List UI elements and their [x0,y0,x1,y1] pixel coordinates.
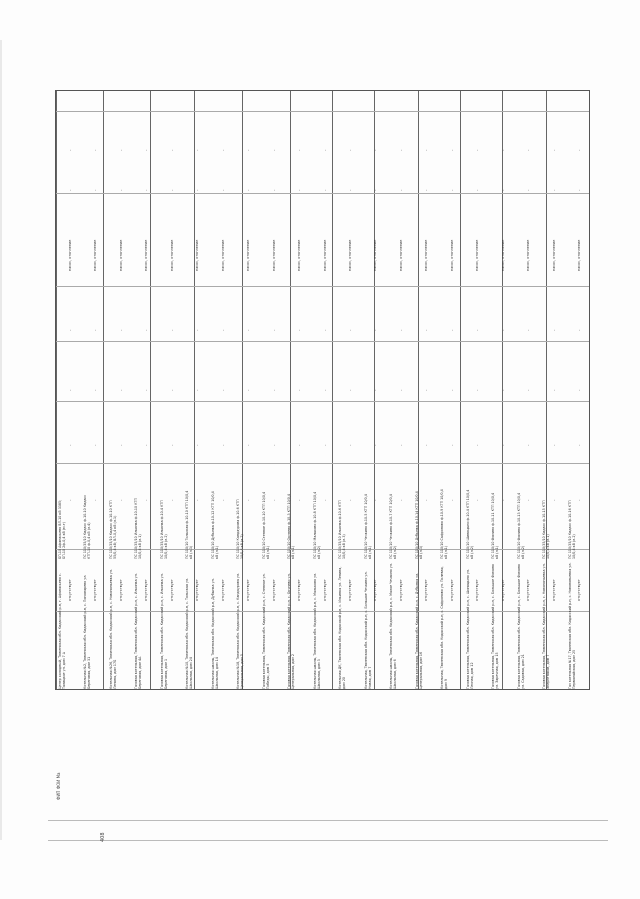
empty-cell-marker: - [118,149,124,151]
empty-cell-marker: - [195,189,201,191]
location-cell: Газовая котельная, Тюменская обл. Кидасский р-н, с. Большое Фомино ул. Садовая, дом 21 [516,564,525,689]
empty-cell-marker: - [347,444,353,446]
empty-cell-marker: - [577,329,583,331]
empty-cell-marker: - [475,189,481,191]
note-cell: насос, отопление [118,239,123,271]
empty-cell-marker: - [297,329,303,331]
empty-cell-marker: - [118,189,124,191]
empty-cell-marker: - [93,499,99,501]
empty-cell-marker: - [398,444,404,446]
empty-cell-marker: - [449,189,455,191]
empty-cell-marker: - [220,149,226,151]
empty-cell-marker: - [475,389,481,391]
location-cell: Газовая котельная, Тюменская обл. Кидасский р-н, с. Степное ул. Победы, дом 5 [261,573,270,689]
location-cell: Котельная, Тюменская обл. Кидасский р-н, с. Большое Чечкино ул. Новая, дом 7 [363,571,372,689]
location-cell: Котельная №2, Тюменская обл. Кидасский р-н, с. Пономарево ул. Береговая, дом 31 [83,574,92,689]
empty-cell-marker: - [551,389,557,391]
empty-cell-marker: - [93,389,99,391]
empty-cell-marker: - [195,444,201,446]
note-cell: насос, отопление [577,239,582,271]
page-number: 408 [100,832,106,842]
equipment-cell: ПС 110/10 Степное ф.10-10 КТП 10/0,4 кВ (л.1) [261,491,270,559]
empty-cell-marker: - [169,149,175,151]
equipment-cell: ПС 110/10 Дубынка ф.10-12 КТП 10/0,4 кВ (л.1) [210,491,219,559]
empty-cell-marker: - [551,189,557,191]
note-cell: насос, отопление [373,239,378,271]
empty-cell-marker: - [67,189,73,191]
equipment-cell: ПС 110/10 Шипицыно ф.10-4 КТП 10/0,4 кВ (л.2) [465,489,474,559]
empty-cell-marker: - [500,189,506,191]
empty-cell-marker: - [220,189,226,191]
note-cell: насос, отопление [500,239,505,271]
empty-cell-marker: - [144,189,150,191]
empty-cell-marker: - [500,329,506,331]
field-divider [56,341,589,342]
empty-cell-marker: - [118,389,124,391]
empty-cell-marker: - [526,499,532,501]
empty-cell-marker: - [500,149,506,151]
note-cell: насос, отопление [398,239,403,271]
empty-cell-marker: - [398,189,404,191]
empty-cell-marker: - [118,329,124,331]
field-divider [56,401,589,402]
empty-cell-marker: - [449,444,455,446]
status-cell: отсутствует [398,579,403,601]
location-cell: Газовая котельная, Тюменская обл. Кидасский р-н, с. Шипицыно ул. Лесная, дом 12 [465,569,474,689]
equipment-cell: ПС 110/10 Чечкино ф.10-7 КТП 10/0,4 кВ (л.2) [389,494,398,559]
empty-cell-marker: - [271,329,277,331]
empty-cell-marker: - [144,329,150,331]
location-cell: Центр холодный, Тюменская обл. Кидасский р-н, г. Афанасьево с. Талицкое ул. дом 7 А [58,573,67,689]
note-cell: насос, отопление [220,239,225,271]
empty-cell-marker: - [577,499,583,501]
empty-cell-marker: - [347,149,353,151]
empty-cell-marker: - [246,389,252,391]
note-cell: насос, отопление [449,239,454,271]
empty-cell-marker: - [526,189,532,191]
status-cell: отсутствует [220,579,225,601]
location-cell: Котельная школы, Тюменская обл. Кидасский р-н, Дубынка ул. Школьная, дом 14 [210,578,219,689]
location-cell: Котельная, Тюменская обл. Кидасский р-н, с. Сафроново ул. Полевая, дом 9 [440,566,449,689]
status-cell: отсутствует [577,579,582,601]
empty-cell-marker: - [398,329,404,331]
field-divider [56,111,589,112]
location-cell: Котельная школы, Тюменская обл. Кидасский р-н, с. Мальково ул. Школьная, дом 3 [312,572,321,689]
empty-cell-marker: - [144,149,150,151]
status-cell: отсутствует [271,579,276,601]
status-cell: отсутствует [526,579,531,601]
empty-cell-marker: - [526,389,532,391]
empty-cell-marker: - [67,499,73,501]
field-divider [56,193,589,194]
status-cell: отсутствует [500,579,505,601]
empty-cell-marker: - [118,499,124,501]
note-cell: насос, отопление [246,239,251,271]
note-cell: насос, отопление [347,239,352,271]
empty-cell-marker: - [373,329,379,331]
status-cell: отсутствует [424,579,429,601]
status-cell: отсутствует [246,579,251,601]
empty-cell-marker: - [246,444,252,446]
empty-cell-marker: - [424,329,430,331]
data-table [55,90,590,690]
empty-cell-marker: - [475,444,481,446]
empty-cell-marker: - [195,329,201,331]
scan-edge-mark [0,40,2,840]
note-cell: насос, отопление [475,239,480,271]
status-cell: отсутствует [475,579,480,601]
empty-cell-marker: - [322,189,328,191]
empty-cell-marker: - [93,329,99,331]
note-cell: насос, отопление [322,239,327,271]
equipment-cell: ПС 110/10 Кандаурова ф.10-6 КТП 10/0,4 кВ (л.2) [236,499,245,559]
status-cell: отсутствует [118,579,123,601]
empty-cell-marker: - [551,444,557,446]
equipment-cell: ПС 110/35/10 Кидасс ф.10-15 КТП 10/0,4 кВ (л.1) [542,500,551,559]
empty-cell-marker: - [169,499,175,501]
location-cell: Газовая котельная, Тюменская обл. Кидасский р-н, с. Ильинка ул. Береговая, дом 1 [159,573,168,689]
empty-cell-marker: - [577,189,583,191]
empty-cell-marker: - [424,189,430,191]
equipment-cell: ПС 110/35/10 Кидасс ф.10-10 Кидасс КТП-10 ф.0,4 кВ (л.4) [83,494,92,559]
empty-cell-marker: - [67,389,73,391]
empty-cell-marker: - [297,389,303,391]
note-cell: насос, отопление [424,239,429,271]
empty-cell-marker: - [67,329,73,331]
empty-cell-marker: - [449,149,455,151]
empty-cell-marker: - [475,499,481,501]
empty-cell-marker: - [398,389,404,391]
footer-rule [48,840,608,841]
location-cell: Газ котельная №17, Тюменская обл. Кидасский р-н, с. Новопопьевка ул. Первомайская, дом 25 [567,562,576,689]
empty-cell-marker: - [271,149,277,151]
note-cell: насос, отопление [144,239,149,271]
footer-rule [48,820,608,821]
empty-cell-marker: - [169,189,175,191]
location-cell: Газовая котельная, Тюменская обл. Кидасский р-н, с. Дубынка ул. Центральная, дом 16 [414,572,423,689]
empty-cell-marker: - [347,189,353,191]
empty-cell-marker: - [220,329,226,331]
status-cell: отсутствует [67,579,72,601]
empty-cell-marker: - [577,444,583,446]
empty-cell-marker: - [424,444,430,446]
empty-cell-marker: - [322,149,328,151]
status-cell: отсутствует [297,579,302,601]
empty-cell-marker: - [246,329,252,331]
empty-cell-marker: - [373,189,379,191]
empty-cell-marker: - [93,444,99,446]
empty-cell-marker: - [220,444,226,446]
empty-cell-marker: - [297,189,303,191]
note-cell: насос, отопление [93,239,98,271]
column-divider [460,91,461,689]
equipment-cell: ПС 110/10 Сафроново ф.10-9 КТП 10/0,4 кВ (л.1) [440,489,449,559]
field-divider [56,463,589,464]
empty-cell-marker: - [297,499,303,501]
column-divider [150,91,151,689]
status-cell: отсутствует [93,579,98,601]
empty-cell-marker: - [297,444,303,446]
status-cell: отсутствует [144,579,149,601]
status-cell: отсутствует [551,579,556,601]
empty-cell-marker: - [398,499,404,501]
empty-cell-marker: - [67,444,73,446]
empty-cell-marker: - [347,389,353,391]
equipment-cell: БП-10 Афанасьево ВЛ-10 кВ 3385; БП-10 2ф-0,4 кВ (м.т) [58,499,67,559]
empty-cell-marker: - [195,499,201,501]
empty-cell-marker: - [424,389,430,391]
empty-cell-marker: - [449,329,455,331]
status-cell: отсутствует [169,579,174,601]
status-cell: отсутствует [322,579,327,601]
empty-cell-marker: - [271,389,277,391]
empty-cell-marker: - [475,149,481,151]
status-cell: отсутствует [347,579,352,601]
empty-cell-marker: - [373,389,379,391]
empty-cell-marker: - [526,444,532,446]
empty-cell-marker: - [67,149,73,151]
empty-cell-marker: - [169,389,175,391]
empty-cell-marker: - [220,499,226,501]
equipment-cell: ПС 110/35/10 Кидасс ф.10-16 КТП 10/0,4 кВ (л.2) [567,500,576,559]
empty-cell-marker: - [195,389,201,391]
location-cell: Газовая котельная, Тюменская обл. Кидасский р-н, с. Большое Фомино ул. Заречная, дом 15 [491,564,500,689]
location-cell: Котельная №10, Тюменская обл. Кидасский р-н, с. Тольская ул. Школьная, дом 24 [185,577,194,689]
equipment-cell: ПС 110/10 Дубынка ф.10-14 КТП 10/0,4 кВ (л.3) [414,491,423,559]
empty-cell-marker: - [322,444,328,446]
empty-cell-marker: - [449,389,455,391]
status-cell: отсутствует [195,579,200,601]
empty-cell-marker: - [322,329,328,331]
note-cell: насос, отопление [551,239,556,271]
note-cell: насос, отопление [271,239,276,271]
equipment-cell: ПС 110/10 Фомино ф.10-13 КТП 10/0,4 кВ (л.2) [516,492,525,559]
note-cell: насос, отопление [67,239,72,271]
equipment-cell: ПС 110/10 Тольская ф.10-10 КТП 10/0,4 кВ (л.3) [185,490,194,559]
empty-cell-marker: - [373,444,379,446]
equipment-cell: ПС 110/35/10 Ильинка ф.10-4 КТП 10/0,4 кВ (л.2) [159,500,168,559]
empty-cell-marker: - [220,389,226,391]
note-cell: насос, отопление [195,239,200,271]
location-cell: Газовая котельная, Тюменская обл. Кидасский р-н, с. Ильинка ул. Береговая, дом 4А [134,573,143,689]
empty-cell-marker: - [551,329,557,331]
location-cell: Котельная №26, Тюменская обл. Кидасский р-н, с. Новопопьевка ул. Ленина, дом 17Б [108,569,118,689]
empty-cell-marker: - [271,444,277,446]
empty-cell-marker: - [373,149,379,151]
empty-cell-marker: - [347,329,353,331]
empty-cell-marker: - [93,189,99,191]
empty-cell-marker: - [347,499,353,501]
equipment-cell: ПС 110/35/10 Ильинка ф.10-6 КТП 10/0,4 кВ (л.3) [338,500,347,559]
field-divider [56,286,589,287]
column-divider [103,91,104,689]
status-cell: отсутствует [373,579,378,601]
equipment-cell: ПС 110/35/10 Кидасс ф.10-10 КТП 55/0,4 кВ; ВЛ-0,4 кВ (л.1) [108,500,118,559]
empty-cell-marker: - [118,444,124,446]
empty-cell-marker: - [93,149,99,151]
note-cell: насос, отопление [169,239,174,271]
empty-cell-marker: - [144,444,150,446]
location-cell: Котельная ДК, Тюменская обл. Кидасский р-н, с. Ильинка ул. Ленина, дом 20 [338,566,347,689]
column-divider [332,91,333,689]
empty-cell-marker: - [322,389,328,391]
empty-cell-marker: - [398,149,404,151]
empty-cell-marker: - [297,149,303,151]
location-cell: Котельная №18, Тюменская обл. Кидасский р-н, с. Кандаурова ул. Центральная, дом 5 [236,572,245,689]
note-cell: насос, отопление [526,239,531,271]
empty-cell-marker: - [424,149,430,151]
empty-cell-marker: - [424,499,430,501]
empty-cell-marker: - [551,149,557,151]
empty-cell-marker: - [577,389,583,391]
empty-cell-marker: - [195,149,201,151]
empty-cell-marker: - [169,329,175,331]
empty-cell-marker: - [500,389,506,391]
equipment-cell: ПС 110/10 Мальково ф.10-8 КТП 10/0,4 кВ (л.2) [312,491,321,559]
location-cell: Котельная школы, Тюменская обл. Кидасский р-н, с. Малое Чечкино ул. Школьная, дом 6 [389,563,398,689]
empty-cell-marker: - [551,499,557,501]
column-divider [56,91,57,689]
empty-cell-marker: - [144,389,150,391]
empty-cell-marker: - [169,444,175,446]
empty-cell-marker: - [322,499,328,501]
empty-cell-marker: - [526,329,532,331]
location-cell: Газовая котельная, Тюменская обл. Кидасский р-н, с. Окунево ул. Центральная, дом 2 [287,573,296,689]
empty-cell-marker: - [500,499,506,501]
empty-cell-marker: - [144,499,150,501]
empty-cell-marker: - [500,444,506,446]
location-cell: Газовая котельная, Тюменская обл. Кидасский р-н, с. Новопопьевка ул. Энергетиков, дом 7 [542,563,551,689]
equipment-cell: ПС 110/10 Чечкино ф.10-5 КТП 10/0,4 кВ (л.1) [363,494,372,559]
empty-cell-marker: - [526,149,532,151]
empty-cell-marker: - [246,149,252,151]
empty-cell-marker: - [373,499,379,501]
empty-cell-marker: - [246,189,252,191]
empty-cell-marker: - [449,499,455,501]
equipment-cell: ПС 110/10 Фомино ф.10-11 КТП 10/0,4 кВ (л.1) [491,492,500,559]
empty-cell-marker: - [271,189,277,191]
equipment-cell: ПС 110/10 Окунево ф.10-3 КТП 10/0,4 кВ (л.1) [287,493,296,559]
empty-cell-marker: - [577,149,583,151]
note-cell: насос, отопление [297,239,302,271]
status-cell: отсутствует [449,579,454,601]
empty-cell-marker: - [271,499,277,501]
equipment-cell: ПС 110/35/10 Ильинка ф.10-10 КТП 10/0,4 кВ (л.1) [134,498,143,559]
footnote: ФИП ФОИ Ма [56,772,61,800]
empty-cell-marker: - [475,329,481,331]
empty-cell-marker: - [246,499,252,501]
